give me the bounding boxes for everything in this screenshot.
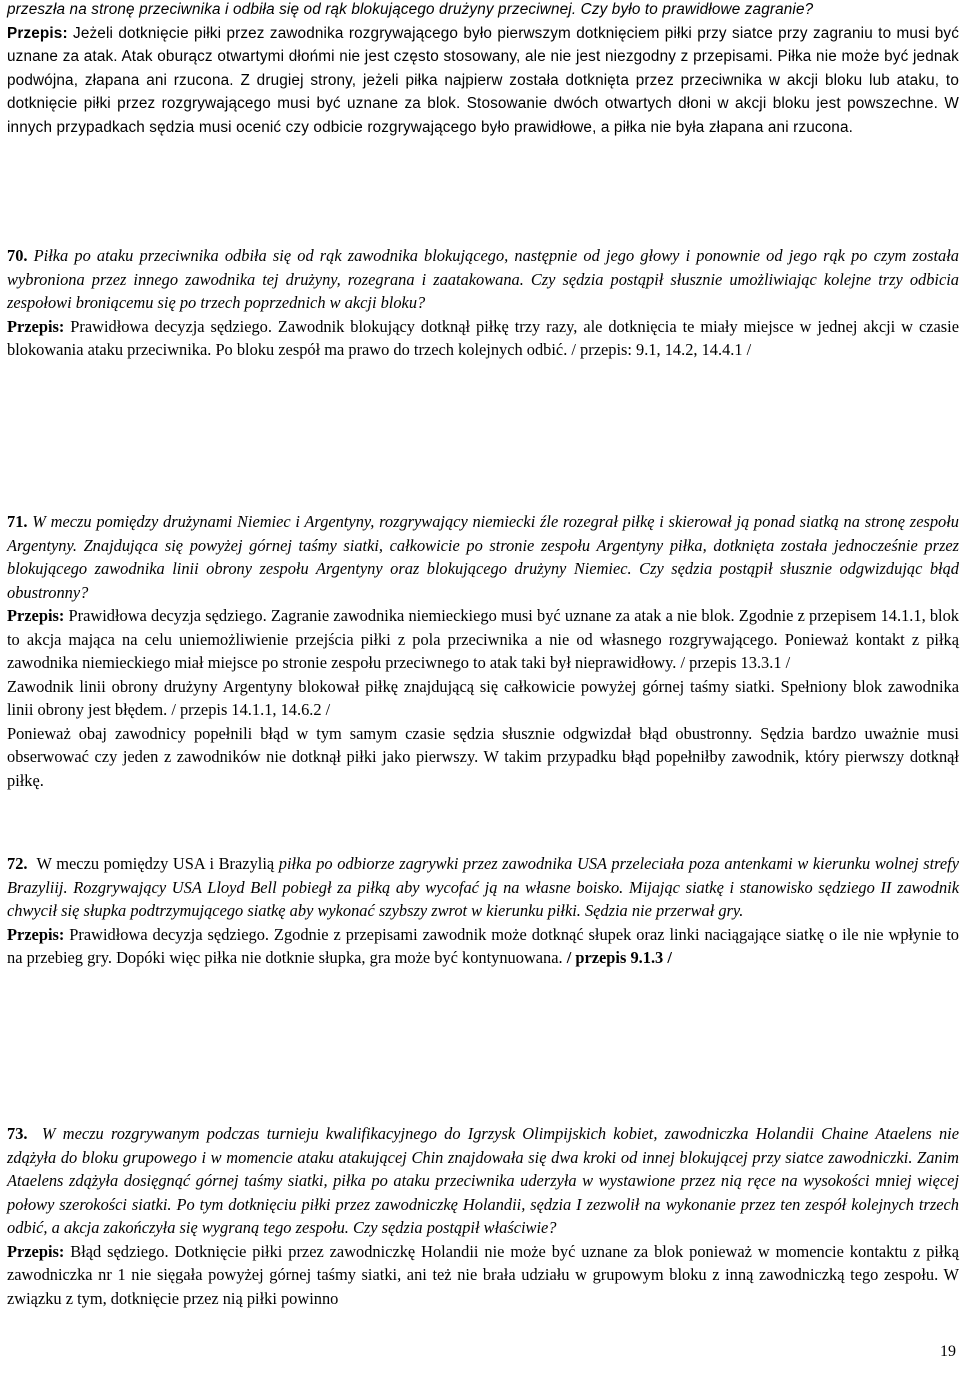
intro-answer-label: Przepis: <box>7 24 68 42</box>
intro-answer-b: Atak oburącz otwartymi dłońmi nie jest często stosowany, ale nie jest niezgodny z przepisami. <box>121 48 773 65</box>
question-71-answer: Prawidłowa decyzja sędziego. Zagranie zawodnika niemieckiego musi być uznane za atak a nie blok. Zgodnie z przepisem 14.1.1, blok to akcja mająca na celu uniemożliwienie przejścia piłki z pola przeciwnika a nie od własnego rozgrywającego. Ponieważ kontakt z piłką zawodnika niemieckiego miał miejsce po stronie zespołu przeciwnego to atak taki był nieprawidłowy. / przepis 13.3.1 / <box>7 606 959 672</box>
question-71-text <box>7 510 959 792</box>
question-71-number: 71. <box>7 512 28 531</box>
intro-answer-f: W innych przypadkach sędzia musi ocenić czy odbicie rozgrywającego było prawidłowe, a piłka nie była złapana ani rzucona. <box>7 95 959 136</box>
question-71-answer-label: Przepis: <box>7 606 65 625</box>
intro-answer-c: Piłka nie może być jednak podwójna, złapana ani rzucona. <box>7 48 959 89</box>
question-72-text <box>7 852 959 970</box>
question-70-answer-label: Przepis: <box>7 316 65 336</box>
question-72-reference: / przepis 9.1.3 / <box>566 948 672 967</box>
intro-answer-d: Z drugiej strony, jeżeli piłka najpierw została dotknięta przez przeciwnika w akcji bloku lub ataku, to dotknięcie piłki przez rozgrywającego musi być uznane za blok. <box>7 71 959 112</box>
intro-question-tail: przeszła na stronę przeciwnika i odbiła się od rąk blokującego drużyny przeciwnej. Czy było to prawidłowe zagranie? <box>7 1 814 18</box>
question-73 <box>7 1122 959 1310</box>
question-70-number: 70. <box>7 246 28 265</box>
question-72 <box>7 852 959 970</box>
question-72-number: 72. <box>7 854 28 873</box>
question-71-question: W meczu pomiędzy drużynami Niemiec i Argentyny, rozgrywający niemiecki źle rozegrał piłkę i skierował ją ponad siatką na stronę zespołu Argentyny. Znajdująca się powyżej górnej taśmy siatki, całkowicie po stronie zespołu Argentyny piłka, dotknięta została jednocześnie przez blokującego zawodnika linii obrony zespołu Argentyny oraz blokującego drużyny Niemiec. Czy sędzia postąpił słusznie odgwizdując błąd obustronny? <box>7 512 959 602</box>
question-71 <box>7 510 959 792</box>
intro-answer-e: Stosowanie dwóch otwartych dłoni w akcji bloku jest powszechne. <box>466 95 939 112</box>
page-number: 19 <box>940 1343 956 1360</box>
question-73-number: 73. <box>7 1124 28 1143</box>
intro-answer-a: Jeżeli dotknięcie piłki przez zawodnika rozgrywającego było pierwszym dotknięciem piłki przy siatce przy zagraniu to musi być uznane za atak. <box>7 24 959 65</box>
question-72-answer-label: Przepis: <box>7 924 65 944</box>
question-70 <box>7 244 959 362</box>
question-72-question: piłka po odbiorze zagrywki przez zawodnika USA przeleciała poza antenkami w kierunku wolnej strefy Brazyliij. Rozgrywający USA Lloyd Bell pobiegł za piłką aby wycofać ją na własne boisko. Mijając siatkę i stanowisko sędziego II zawodnik chwycił się słupka podtrzymującego siatkę aby wykonać szybszy zwrot w kierunku piłki. Sędzia nie przerwał gry. <box>7 854 960 920</box>
question-72-lead: W meczu pomiędzy USA i Brazylią <box>36 854 275 873</box>
intro-paragraph <box>7 0 959 139</box>
question-73-answer: Błąd sędziego. Dotknięcie piłki przez zawodniczkę Holandii nie może być uznane za blok ponieważ w momencie kontaktu z piłką zawodniczka nr 1 nie sięgała powyżej górnej taśmy siatki, ani też nie brała udziału w grupowym bloku z inną zawodniczką tego zespołu. W związku z tym, dotknięcie przez nią piłki powinno <box>7 1241 959 1308</box>
question-73-question: W meczu rozgrywanym podczas turnieju kwalifikacyjnego do Igrzysk Olimpijskich kobiet, zawodniczka Holandii Chaine Ataelens nie zdążyła do bloku grupowego i w momencie ataku atakującej Chin znajdowała się dwa kroki od innej blokującej przy siatce zawodniczki. Zanim Ataelens zdążyła dosięgnąć górnej taśmy siatki, piłka po ataku przeciwnika uderzyła w wystawione przez nią ręce na wysokości mniej więcej połowy szerokości siatki. Po tym dotknięciu piłki przez zawodniczkę Holandii, sędzia I zezwolił na wykonanie przez ten zespół kolejnych trzech odbić, a akcja zakończyła się wygraną tego zespołu. Czy sędzia postąpił właściwie? <box>7 1124 960 1237</box>
question-70-question: Piłka po ataku przeciwnika odbiła się od rąk zawodnika blokującego, następnie od jego głowy i ponownie od jego rąk po czym została wybroniona przez innego zawodnika tej drużyny, rozegrana i zaatakowana. Czy sędzia postąpił słusznie umożliwiając kolejne trzy odbicia zespołowi broniącemu się po trzech poprzednich w akcji bloku? <box>7 246 959 312</box>
question-73-text <box>7 1122 959 1310</box>
question-71-paragraph-2: Zawodnik linii obrony drużyny Argentyny blokował piłkę znajdującą się całkowicie powyżej górnej taśmy siatki. Spełniony blok zawodnika linii obrony jest błędem. / przepis 14.1.1, 14.6.2 / <box>7 676 959 719</box>
question-73-answer-label: Przepis: <box>7 1241 65 1261</box>
question-71-paragraph-3: Ponieważ obaj zawodnicy popełnili błąd w tym samym czasie sędzia słusznie odgwizdał błąd obustronny. Sędzia bardzo uważnie musi obserwować czy jeden z zawodników nie dotknął piłki jako pierwszy. W takim przypadku błąd popełniłby zawodnik, który pierwszy dotknął piłkę. <box>7 723 959 790</box>
question-72-answer: Prawidłowa decyzja sędziego. Zgodnie z przepisami zawodnik może dotknąć słupek oraz linki naciągające siatkę o ile nie wpłynie to na przebieg gry. Dopóki więc piłka nie dotknie słupka, gra może być kontynuowana. <box>7 924 959 967</box>
question-70-text <box>7 244 959 362</box>
question-70-answer: Prawidłowa decyzja sędziego. Zawodnik blokujący dotknął piłkę trzy razy, ale dotknięcia te miały miejsce w jednej akcji w czasie blokowania ataku przeciwnika. Po bloku zespół ma prawo do trzech kolejnych odbić. / przepis: 9.1, 14.2, 14.4.1 / <box>7 316 959 359</box>
